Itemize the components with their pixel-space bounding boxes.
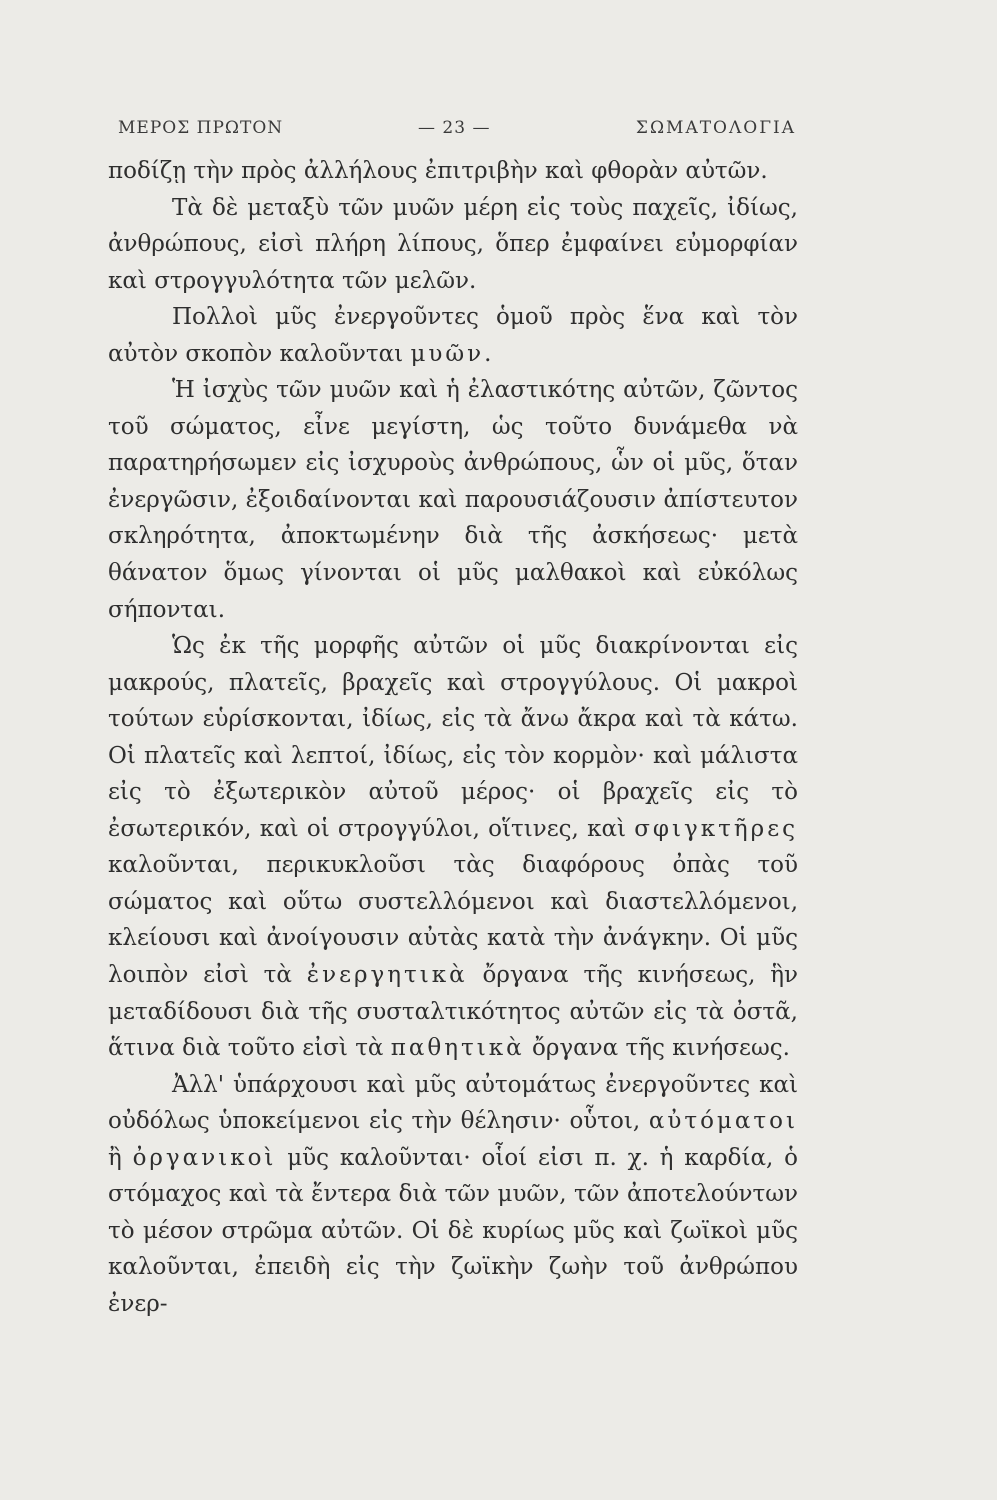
- running-head-part-title: ΜΕΡΟΣ ΠΡΩΤΟΝ: [118, 118, 284, 138]
- paragraph-strength: [108, 372, 798, 628]
- text-run: καλοῦνται, περικυκλοῦσι τὰς διαφόρους ὀπὰς τοῦ σώματος καὶ οὕτω συστελλόμενοι καὶ διαστελλόμενοι, κλείουσι καὶ ἀνοίγουσιν αὐτὰς κατὰ τὴν ἀνάγκην. Οἱ μῦς λοιπὸν εἰσὶ τὰ: [108, 852, 798, 989]
- body-text: [108, 153, 798, 1323]
- text-run: Πολλοὶ μῦς ἐνεργοῦντες ὁμοῦ πρὸς ἕνα καὶ τὸν αὐτὸν σκοπὸν καλοῦνται: [108, 304, 798, 367]
- running-head-section-title: ΣΩΜΑΤΟΛΟΓΙΑ: [635, 118, 796, 138]
- text-run: .: [484, 340, 492, 367]
- emphasized-term: ὀργανικοὶ: [132, 1144, 277, 1171]
- page-number: — 23 —: [418, 118, 491, 138]
- text-run: ἢ: [108, 1144, 133, 1171]
- text-run: Ὡς ἐκ τῆς μορφῆς αὐτῶν οἱ μῦς διακρίνονται εἰς μακρούς, πλατεῖς, βραχεῖς καὶ στρογγύλους. Οἱ μακροὶ τούτων εὑρίσκονται, ἰδίως, εἰς τὰ ἄνω ἄκρα καὶ τὰ κάτω. Οἱ πλατεῖς καὶ λεπτοί, ἰδίως, εἰς τὸν κορμὸν· καὶ μάλιστα εἰς τὸ ἐξωτερικὸν αὐτοῦ μέρος· οἱ βραχεῖς εἰς τὸ ἐσωτερικόν, καὶ οἱ στρογγύλοι, οἵτινες, καὶ: [108, 633, 798, 842]
- emphasized-term: παθητικὰ: [390, 1035, 525, 1062]
- text-run: ὄργανα τῆς κινήσεως.: [524, 1035, 790, 1062]
- emphasized-term: μυῶν: [410, 340, 485, 367]
- paragraph-text: ποδίζῃ τὴν πρὸς ἀλλήλους ἐπιτριβὴν καὶ φθορὰν αὐτῶν.: [108, 158, 768, 184]
- emphasized-term: σφιγκτῆρες: [634, 815, 798, 842]
- paragraph-continuation: [108, 153, 798, 190]
- running-head: [118, 118, 796, 146]
- paragraph-muscle-groups: [108, 299, 798, 372]
- emphasized-term: αὐτόματοι: [648, 1108, 798, 1135]
- text-run: Ἀλλ' ὑπάρχουσι καὶ μῦς αὐτομάτως ἐνεργοῦντες καὶ οὐδόλως ὑποκείμενοι εἰς τὴν θέλησιν· οὗτοι,: [108, 1071, 798, 1135]
- paragraph-fat: [108, 190, 798, 300]
- paragraph-text: Ἡ ἰσχὺς τῶν μυῶν καὶ ἡ ἐλαστικότης αὐτῶν, ζῶντος τοῦ σώματος, εἶνε μεγίστη, ὡς τοῦτο δυνάμεθα νὰ παρατηρήσωμεν εἰς ἰσχυροὺς ἀνθρώπους, ὧν οἱ μῦς, ὅταν ἐνεργῶσιν, ἐξοιδαίνονται καὶ παρουσιάζουσιν ἀπίστευτον σκληρότητα, ἀποκτωμένην διὰ τῆς ἀσκήσεως· μετὰ θάνατον ὅμως γίνονται οἱ μῦς μαλθακοὶ καὶ εὐκόλως σήπονται.: [108, 377, 798, 623]
- emphasized-term: ἐνεργητικὰ: [306, 962, 468, 989]
- paragraph-text: Τὰ δὲ μεταξὺ τῶν μυῶν μέρη εἰς τοὺς παχεῖς, ἰδίως, ἀνθρώπους, εἰσὶ πλήρη λίπους, ὅπερ ἐμφαίνει εὐμορφίαν καὶ στρογγυλότητα τῶν μελῶν.: [108, 194, 798, 294]
- paragraph-shapes: [108, 628, 798, 1067]
- paragraph-automatic: [108, 1067, 798, 1323]
- text-run: ὄργανα τῆς κινήσεως, ἣν μεταδίδουσι διὰ τῆς συσταλτικότητος αὐτῶν εἰς τὰ ὀστᾶ, ἅτινα διὰ τοῦτο εἰσὶ τὰ: [108, 962, 798, 1062]
- text-run: μῦς καλοῦνται· οἷοί εἰσι π. χ. ἡ καρδία, ὁ στόμαχος καὶ τὰ ἔντερα διὰ τῶν μυῶν, τῶν ἀποτελούντων τὸ μέσον στρῶμα αὐτῶν. Οἱ δὲ κυρίως μῦς καὶ ζωϊκοὶ μῦς καλοῦνται, ἐπειδὴ εἰς τὴν ζωϊκὴν ζωὴν τοῦ ἀνθρώπου ἐνερ-: [108, 1144, 798, 1317]
